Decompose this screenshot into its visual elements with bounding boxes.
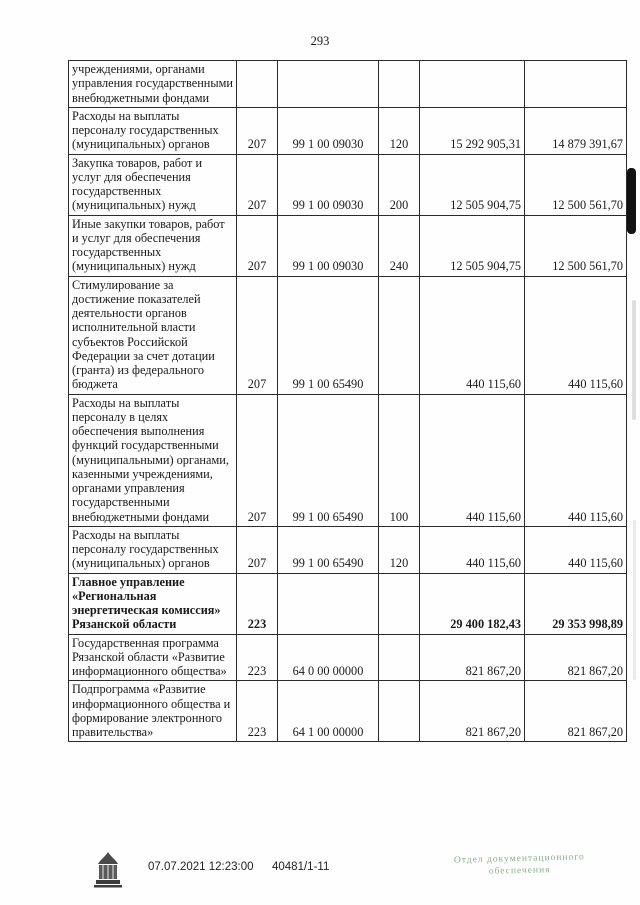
cell-amount-plan: 821 867,20 (420, 681, 525, 742)
cell-amount-fact (525, 61, 627, 108)
cell-target-article: 99 1 00 09030 (278, 107, 379, 154)
footer-document-number: 40481/1-11 (272, 861, 330, 873)
cell-grbs-code: 207 (237, 276, 278, 394)
cell-amount-plan: 12 505 904,75 (420, 154, 525, 215)
page-number: 293 (310, 34, 330, 48)
cell-target-article: 99 1 00 65490 (278, 526, 379, 573)
cell-amount-fact: 29 353 998,89 (525, 573, 627, 634)
cell-expense-type: 120 (379, 107, 420, 154)
table-row (69, 526, 627, 573)
cell-amount-fact: 821 867,20 (525, 634, 627, 681)
cell-expense-name: Расходы на выплаты персоналу государственных (муниципальных) органов (69, 107, 237, 154)
cell-expense-name: Подпрограмма «Развитие информационного общества и формирование электронного правительства» (69, 681, 237, 742)
budget-table (68, 60, 627, 742)
cell-grbs-code: 207 (237, 394, 278, 526)
scan-artifact-mark (632, 300, 636, 420)
footer-datetime: 07.07.2021 12:23:00 (148, 861, 254, 873)
cell-amount-plan: 440 115,60 (420, 394, 525, 526)
cell-expense-type (379, 634, 420, 681)
cell-grbs-code: 223 (237, 634, 278, 681)
cell-amount-plan: 12 505 904,75 (420, 215, 525, 276)
table-row (69, 394, 627, 526)
cell-expense-type (379, 573, 420, 634)
table-row (69, 215, 627, 276)
cell-expense-name: Стимулирование за достижение показателей деятельности органов исполнительной власти субъектов Российской Федерации за счет дотации (гранта) из федерального бюджета (69, 276, 237, 394)
cell-expense-name: Государственная программа Рязанской области «Развитие информационного общества» (69, 634, 237, 681)
cell-target-article: 99 1 00 65490 (278, 394, 379, 526)
table-row (69, 634, 627, 681)
cell-expense-name: Главное управление «Региональная энергетическая комиссия» Рязанской области (69, 573, 237, 634)
cell-grbs-code: 207 (237, 215, 278, 276)
stamp-text-line2: обеспечения (488, 865, 551, 878)
cell-grbs-code: 223 (237, 573, 278, 634)
cell-grbs-code (237, 61, 278, 108)
department-stamp (432, 851, 608, 880)
table-row (69, 276, 627, 394)
cell-amount-plan: 440 115,60 (420, 526, 525, 573)
cell-expense-type: 100 (379, 394, 420, 526)
cell-amount-fact: 14 879 391,67 (525, 107, 627, 154)
cell-amount-plan: 440 115,60 (420, 276, 525, 394)
scan-artifact-blob (627, 168, 636, 234)
cell-amount-fact: 440 115,60 (525, 526, 627, 573)
document-footer (0, 846, 640, 896)
cell-expense-type (379, 681, 420, 742)
cell-amount-fact: 12 500 561,70 (525, 154, 627, 215)
cell-amount-fact: 440 115,60 (525, 276, 627, 394)
cell-expense-name: Закупка товаров, работ и услуг для обеспечения государственных (муниципальных) нужд (69, 154, 237, 215)
cell-target-article: 64 1 00 00000 (278, 681, 379, 742)
cell-expense-name: Иные закупки товаров, работ и услуг для обеспечения государственных (муниципальных) нужд (69, 215, 237, 276)
cell-amount-plan: 29 400 182,43 (420, 573, 525, 634)
cell-amount-plan: 15 292 905,31 (420, 107, 525, 154)
cell-expense-type: 200 (379, 154, 420, 215)
cell-target-article: 64 0 00 00000 (278, 634, 379, 681)
cell-expense-type (379, 276, 420, 394)
cell-expense-name: Расходы на выплаты персоналу государственных (муниципальных) органов (69, 526, 237, 573)
cell-amount-plan: 821 867,20 (420, 634, 525, 681)
stamp-text-line1: Отдел документационного (453, 852, 585, 866)
cell-grbs-code: 207 (237, 107, 278, 154)
cell-grbs-code: 207 (237, 526, 278, 573)
cell-grbs-code: 207 (237, 154, 278, 215)
cell-target-article (278, 61, 379, 108)
cell-amount-fact: 12 500 561,70 (525, 215, 627, 276)
cell-amount-fact: 440 115,60 (525, 394, 627, 526)
table-row (69, 154, 627, 215)
cell-expense-type: 240 (379, 215, 420, 276)
table-row (69, 61, 627, 108)
cell-target-article: 99 1 00 09030 (278, 154, 379, 215)
table-row-department-total (69, 573, 627, 634)
cell-expense-name: Расходы на выплаты персоналу в целях обеспечения выполнения функций государственными (муниципальными) органами, казенными учреждениями, органами управления государственными внебюджетными фондами (69, 394, 237, 526)
cell-target-article: 99 1 00 09030 (278, 215, 379, 276)
cell-target-article: 99 1 00 65490 (278, 276, 379, 394)
cell-grbs-code: 223 (237, 681, 278, 742)
cell-amount-fact: 821 867,20 (525, 681, 627, 742)
scan-artifact-mark (633, 520, 636, 680)
cell-expense-type: 120 (379, 526, 420, 573)
table-row (69, 107, 627, 154)
cell-expense-name: учреждениями, органами управления государственными внебюджетными фондами (69, 61, 237, 108)
cell-target-article (278, 573, 379, 634)
table-row (69, 681, 627, 742)
cell-expense-type (379, 61, 420, 108)
cell-amount-plan (420, 61, 525, 108)
stamp-emblem-icon (92, 850, 124, 888)
